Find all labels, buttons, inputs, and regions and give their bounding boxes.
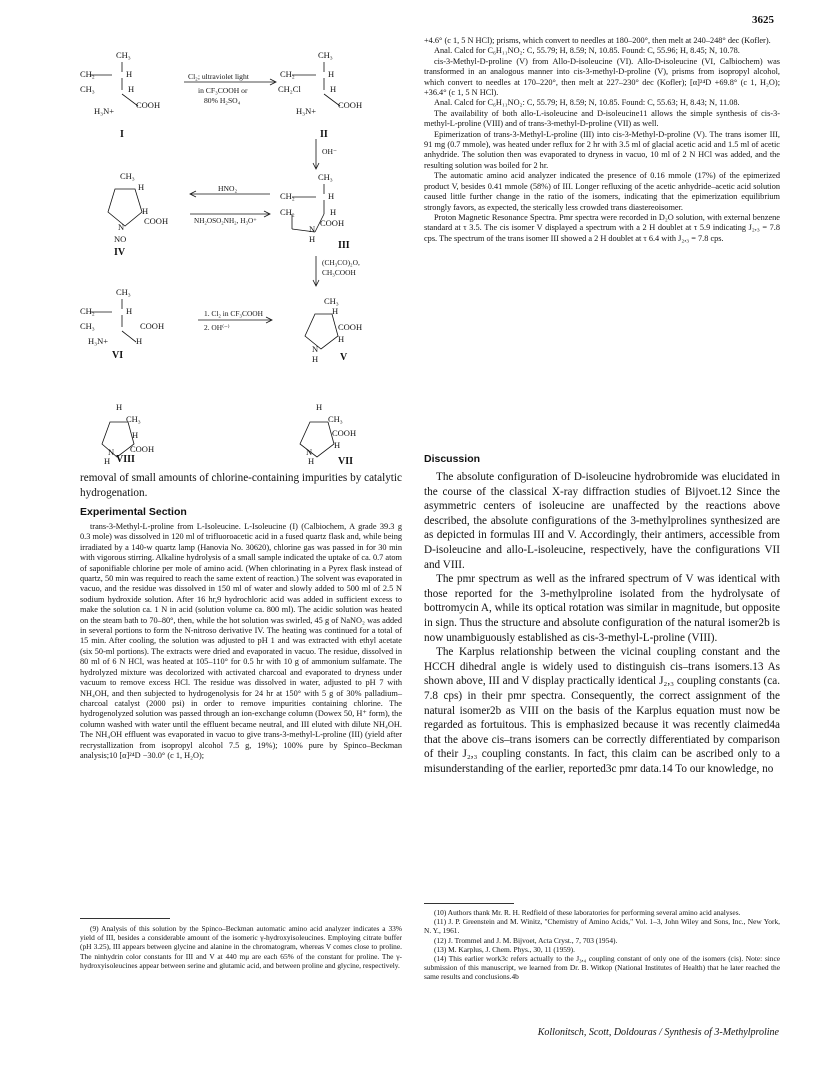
footnote-rule: [80, 918, 170, 919]
paragraph: The absolute configuration of D-isoleucine hydrobromide was elucidated in the course of the classical X-ray diffraction studies of Bijvoet.12 Since the asymmetric centers of isoleucine are unaffected by the reactions above described, the absolute configurations of the 3-methylprolines synthesized are as depicted in formulas III and V. Accordingly, their antimers, accessible from D-isoleucine and allo-L-isoleucine, respectively, have the configurations VII and VIII.: [424, 471, 780, 571]
label-h: H: [116, 402, 123, 412]
label-h: H: [126, 69, 133, 79]
label-cooh: COOH: [332, 428, 357, 438]
label-h: H: [128, 84, 135, 94]
paragraph: The Karplus relationship between the vicinal coupling constant and the HCCH dihedral angle is widely used to distinguish cis–trans isomers.13 As shown above, III and V display practically identical J₂,₃ coupling constants (ca. 7.8 cps) in their pmr spectra. Consequently, the correct assignment of the natural isomer2b as VIII on the basis of the Karplus equation must now be regarded as fortuitous. This is emphasized because it was recently claimed4a that the above cis–trans isomers can be correctly differentiated by comparison of their J₂,₃ coupling constants. In fact, this claim can be ascribed only to a misunderstanding of the earlier, reported3c pmr data.14 To our knowledge, no: [424, 646, 780, 775]
label-ch2: CH₂: [280, 191, 295, 201]
footnote-rule: [424, 903, 514, 904]
label-ch2: CH₂: [80, 69, 95, 79]
label-h: H: [308, 456, 315, 466]
compound-label-iii: III: [338, 240, 350, 251]
label-ch2: CH₂: [280, 69, 295, 79]
label-cooh: COOH: [338, 100, 363, 110]
footnote-text: (12) J. Trommel and J. M. Bijvoet, Acta Cryst., 7, 703 (1954).: [434, 935, 618, 945]
footnote-text: (11) J. P. Greenstein and M. Winitz, "Chemistry of Amino Acids," Vol. 1–3, John Wiley and Sons, Inc., New York, N. Y., 1961.: [424, 917, 780, 936]
label-ch3: CH₃: [116, 50, 131, 60]
label-cooh: COOH: [140, 321, 165, 331]
label-cooh: COOH: [320, 218, 345, 228]
label-ch3: CH₃: [120, 171, 135, 181]
arrow-reagent: 80% H₂SO₄: [204, 96, 241, 105]
page-number: 3625: [752, 14, 774, 26]
label-no: NO: [114, 234, 127, 244]
label-ch3: CH₃: [80, 321, 95, 331]
section-heading-experimental: Experimental Section: [80, 506, 187, 518]
compound-label-ii: II: [320, 129, 328, 140]
label-h: H: [330, 207, 337, 217]
label-n: N: [309, 224, 316, 234]
label-h: H: [309, 234, 316, 244]
paragraph: trans-3-Methyl-L-proline from L-Isoleucine. L-Isoleucine (I) (Calbiochem, A grade 39.3 g 0.3 mole) was dissolved in 120 ml of trifluoroacetic acid in a fused quartz flask and, while being irradiated by a 140-w quartz lamp (Hanovia No. 30620), chlorine gas was passed in for 30 min with vigorous stirring. Alkaline hydrolysis of a small sample indicated the uptake of ca. 0.7 atom of saponifiable chlorine per mole of amino acid. (When chlorinating in a Pyrex flask instead of quartz, 50 min was required to reach the same extent of reaction.) The solvent was evaporated in vacuo, and the residue was dissolved in 150 ml of water and slowly added to 500 ml of 2.5 N sodium hydroxide solution. After 16 hr,9 hydrochloric acid was added in sufficient excess to make the solution ca. 1 N in acid (solution volume ca. 800 ml). The acidic solution was heated on the steam bath to 70–80°, then, while the hot solution was swirled, 45 g of NaNO₂ was added in several portions to form the N-nitroso derivative IV. The heating was continued for a total of 15 min. After cooling, the solution was adjusted to pH 1 and was extracted with ethyl acetate (six 50-ml portions). The extracts were dried and evaporated in vacuo. The residue, dissolved in 80 ml of 6 N HCl, was heated at 105–110° for 0.5 hr with 10 g of ammonium sulfamate. The hydrolyzed mixture was decolorized with activated charcoal and evaporated to dryness under vacuum to remove excess HCl. The residue was dissolved in water, adjusted to pH 7 with NH₄OH, and then subjected to hydrogenolysis for 24 hr at 150° with 5 g of 30% palladium–charcoal catalyst (2000 psi) in order to remove impurities containing chlorine. The hydrogenolyzed solution was passed through an ion-exchange column (Dowex 50, H⁺ form), the column washed with water until the effluent became neutral, and III eluted with dilute NH₄OH. The NH₄OH effluent was evaporated in vacuo to give trans-3-methyl-L-proline (III) (yield after recrystallization from isopropyl alcohol 7.5 g, 19%); 100% pure by Spinco–Beckman analysis;10 [α]²⁴D −30.0° (c 1, H₂O);: [80, 522, 402, 760]
label-ch3: CH₃: [126, 414, 141, 424]
label-h3n: H₃N+: [296, 106, 317, 116]
paragraph: The pmr spectrum as well as the infrared spectrum of V was identical with those reported for the 3-methylproline isolated from the hydrolysate of bottromycin A, while its optical rotation was similar in magnitude, but opposite in sign. Thus the structure and absolute configuration of the natural isomer2b is now unambiguously established as cis-3-methyl-L-proline (VIII).: [424, 573, 780, 644]
left-intro-text: [80, 471, 402, 500]
arrow-reagent: NH₂OSO₂NH₂, H₃O⁺: [194, 217, 257, 225]
section-heading-discussion: Discussion: [424, 453, 481, 465]
paragraph: cis-3-Methyl-D-proline (V) from Allo-D-isoleucine (VI). Allo-D-isoleucine (VI, Calbiochem) was transformed in an analogous manner into cis-3-methyl-D-proline (V), prisms from isopropyl alcohol, which convert to needles at 170–220°, then melt at 227–230° dec (Kofler); [α]²⁴D +69.8° (c 1, H₂O); +36.4° (c 1, 5 N HCl).: [424, 56, 780, 98]
label-n: N: [312, 344, 319, 354]
compound-label-iv: IV: [114, 247, 126, 258]
arrow-reagent: CH₃COOH: [322, 268, 356, 277]
compound-label-vii: VII: [338, 456, 354, 467]
arrow-reagent: HNO₂: [218, 184, 238, 193]
label-ch2: CH₂: [280, 207, 295, 217]
label-h: H: [104, 456, 111, 466]
discussion-text: [424, 470, 780, 776]
label-ch3: CH₃: [318, 50, 333, 60]
label-n: N: [108, 447, 115, 457]
compound-label-viii: VIII: [116, 454, 135, 465]
paragraph: Anal. Calcd for C₆H₁₁NO₂: C, 55.79; H, 8.59; N, 10.85. Found: C, 55.63; H, 8.43; N, 11.08.: [434, 98, 740, 108]
label-h: H: [316, 402, 323, 412]
running-footer: Kollonitsch, Scott, Doldouras / Synthesis of 3-Methylproline: [537, 1027, 779, 1038]
label-h: H: [330, 84, 337, 94]
label-h: H: [328, 69, 335, 79]
paragraph: Anal. Calcd for C₆H₁₁NO₂: C, 55.79; H, 8.59; N, 10.85. Found: C, 55.96; H, 8.45; N, 10.78.: [434, 46, 740, 56]
label-h: H: [126, 306, 133, 316]
arrow-reagent: Cl₂; ultraviolet light: [188, 72, 249, 81]
reaction-scheme: [80, 44, 400, 467]
arrow-reagent: in CF₃COOH or: [198, 86, 248, 95]
label-n: N: [306, 447, 313, 457]
footnote-text: (14) This earlier work3c refers actually to the J₃,₄ coupling constant of only one of the isomers (cis). Note: since submission of this manuscript, we learned from Dr. B. Witkop (National Institutes of Health) that he later reached the same results and conclusions.4b: [424, 954, 780, 982]
label-h: H: [138, 182, 145, 192]
paragraph: The automatic amino acid analyzer indicated the presence of 0.16 mmole (17%) of the epimerized product V, besides 0.41 mmole (58%) of III. Longer refluxing of the acetic anhydride–acetic acid solution caused little further change in the ratio of the isomers, indicating that the epimerization equilibrium strongly favors, as expected, the sterically less crowded trans diastereoisomer.: [424, 171, 780, 212]
footnote-text: (9) Analysis of this solution by the Spinco–Beckman automatic amino acid analyzer indicates a 33% yield of III, besides a considerable amount of the isomeric γ-hydroxyisoleucines. Employing citrate buffer (pH 3.25), III appears between glycine and alanine in the chromatogram, whereas V comes close to proline. The ninhydrin color constants for III and V at 440 mμ are each 65% of the constant for proline. The γ-hydroxyisoleucines appear between serine and glutamic acid, and between proline and glycine, respectively.: [80, 924, 402, 970]
arrow-reagent: (CH₃CO)₂O,: [322, 258, 360, 267]
label-h: H: [334, 440, 341, 450]
label-ch2: CH₂: [80, 306, 95, 316]
label-h: H: [312, 354, 319, 364]
label-cooh: COOH: [338, 322, 363, 332]
footnote-9: [80, 924, 402, 970]
arrow-reagent: 1. Cl₂ in CF₃COOH: [204, 309, 263, 318]
label-ch3: CH₃: [80, 84, 95, 94]
label-cooh: COOH: [144, 216, 169, 226]
label-h3n: H₃N+: [88, 336, 109, 346]
right-column-small-text: [424, 36, 780, 244]
label-h: H: [338, 334, 345, 344]
footnote-text: (10) Authors thank Mr. R. H. Redfield of these laboratories for performing several amino acid analyses.: [434, 908, 741, 917]
arrow-reagent: OH⁻: [322, 147, 337, 156]
label-h: H: [332, 306, 339, 316]
label-h: H: [142, 206, 149, 216]
label-n: N: [118, 222, 125, 232]
label-ch3: CH₃: [324, 296, 339, 306]
footnote-text: (13) M. Karplus, J. Chem. Phys., 30, 11 (1959).: [434, 944, 575, 954]
footnotes-right: [424, 908, 780, 982]
label-ch3: CH₃: [318, 172, 333, 182]
compound-label-i: I: [120, 129, 124, 140]
label-h: H: [136, 336, 143, 346]
compound-label-v: V: [340, 352, 348, 363]
compound-label-vi: VI: [112, 350, 124, 361]
paragraph: +4.6° (c 1, 5 N HCl); prisms, which convert to needles at 180–200°, then melt at 240–248° dec (Kofler).: [424, 36, 771, 45]
paragraph: removal of small amounts of chlorine-containing impurities by catalytic hydrogenation.: [80, 472, 402, 499]
paragraph: Epimerization of trans-3-Methyl-L-proline (III) into cis-3-Methyl-D-proline (V). The trans isomer III, 91 mg (0.7 mmole), was heated under reflux for 2 hr with 3.5 ml of glacial acetic acid and 1.5 ml of acetic anhydride. The solution then was evaporated to dryness in vacuo, 10 ml of 2 N HCl was added, and the resulting solution was boiled for 2 hr.: [424, 129, 780, 170]
arrow-reagent: 2. OH⁽⁻⁾: [204, 323, 230, 332]
experimental-text: [80, 522, 402, 761]
label-ch3: CH₃: [328, 414, 343, 424]
label-ch2cl: CH₂Cl: [278, 84, 301, 94]
paragraph: Proton Magnetic Resonance Spectra. Pmr spectra were recorded in D₂O solution, with external benzene standard at τ 3.5. The cis isomer V displayed a spectrum with a 2 H doublet at τ 5.9 indicating J₂,₃ = 7.8 cps. The spectrum of the trans isomer III showed a 2 H doublet at τ 6.4 with J₂,₃ = 7.8 cps.: [424, 212, 780, 243]
label-h3n: H₃N+: [94, 106, 115, 116]
label-h: H: [328, 191, 335, 201]
paragraph: The availability of both allo-L-isoleucine and D-isoleucine11 allows the simple synthesis of cis-3-methyl-L-proline (VIII) and of trans-3-methyl-D-proline (VII) as well.: [424, 108, 780, 129]
label-ch3: CH₃: [116, 287, 131, 297]
label-h: H: [132, 430, 139, 440]
label-cooh: COOH: [130, 444, 155, 454]
label-cooh: COOH: [136, 100, 161, 110]
